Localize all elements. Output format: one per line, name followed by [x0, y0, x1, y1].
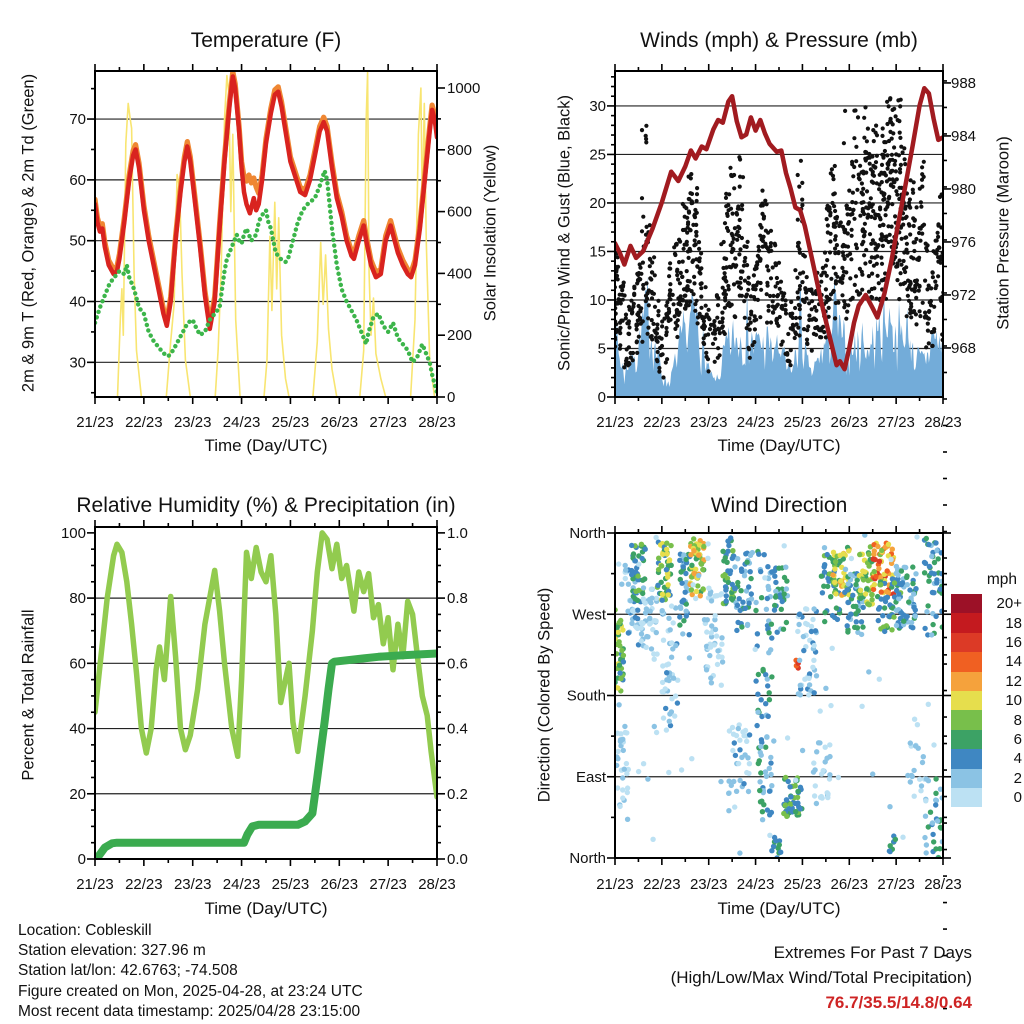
svg-text:0.2: 0.2	[447, 785, 468, 803]
svg-text:27/23: 27/23	[877, 876, 915, 893]
svg-text:30: 30	[589, 97, 606, 115]
series-total-rainfall	[95, 654, 437, 860]
svg-text:21/23: 21/23	[76, 876, 114, 893]
legend-swatch	[951, 769, 982, 788]
y-axis-title-percent: Percent & Total Rainfall	[19, 609, 38, 781]
svg-text:23/23: 23/23	[689, 876, 728, 893]
svg-text:980: 980	[951, 180, 977, 198]
svg-text:West: West	[572, 606, 606, 624]
svg-text:25/23: 25/23	[783, 876, 822, 893]
svg-text:10: 10	[589, 291, 606, 309]
svg-text:30: 30	[69, 354, 86, 372]
chart-wind-direction	[567, 525, 962, 893]
legend-label: 10	[1005, 692, 1022, 710]
y-axis-title-pressure: Station Pressure (Maroon)	[994, 136, 1013, 330]
svg-text:25/23: 25/23	[783, 414, 822, 431]
svg-text:23/23: 23/23	[173, 876, 212, 893]
svg-text:22/23: 22/23	[643, 414, 681, 431]
svg-text:East: East	[575, 768, 606, 786]
legend-label: 16	[1005, 633, 1022, 651]
legend-entry-20plus	[951, 594, 1023, 613]
y-axis-title-direction: Direction (Colored By Speed)	[535, 587, 554, 803]
series-9m-temperature	[95, 72, 437, 324]
y-axis-title-temperature: 2m & 9m T (Red, Orange) & 2m Td (Green)	[19, 73, 38, 393]
chart-title-wind-direction: Wind Direction	[710, 494, 848, 517]
legend-entry-6	[951, 730, 1023, 749]
legend-swatch	[951, 594, 982, 613]
svg-text:200: 200	[447, 327, 473, 345]
svg-text:400: 400	[447, 265, 473, 283]
chart-title-humidity-precip: Relative Humidity (%) & Precipitation (in)	[76, 494, 456, 517]
legend-label: 20+	[996, 595, 1022, 613]
legend-swatch	[951, 691, 982, 710]
x-axis-title-humidity: Time (Day/UTC)	[204, 899, 328, 918]
svg-text:50: 50	[69, 232, 86, 250]
legend-label: 18	[1005, 614, 1022, 632]
station-location: Location: Cobleskill	[18, 922, 152, 939]
svg-text:800: 800	[447, 141, 473, 159]
figure-created: Figure created on Mon, 2025-04-28, at 23:24 UTC	[18, 982, 363, 1000]
chart-winds-pressure-data	[613, 88, 948, 397]
svg-text:1000: 1000	[447, 79, 481, 97]
x-axis-title-winds-pressure: Time (Day/UTC)	[717, 436, 841, 455]
svg-text:20: 20	[69, 785, 86, 803]
svg-text:21/23: 21/23	[596, 876, 634, 893]
legend-label: 6	[1013, 730, 1022, 748]
svg-text:22/23: 22/23	[643, 876, 681, 893]
svg-text:24/23: 24/23	[736, 876, 775, 893]
svg-text:21/23: 21/23	[596, 414, 634, 431]
series-2m-temperature	[95, 77, 437, 329]
svg-text:26/23: 26/23	[320, 876, 359, 893]
station-latlon: Station lat/lon: 42.6763; -74.508	[18, 962, 238, 980]
legend-entry-10	[951, 691, 1023, 710]
x-axis-title-temperature: Time (Day/UTC)	[204, 436, 328, 455]
svg-text:40: 40	[69, 720, 86, 738]
svg-text:0.6: 0.6	[447, 655, 468, 673]
svg-text:25: 25	[589, 146, 606, 164]
svg-text:28/23: 28/23	[924, 876, 962, 893]
chart-humidity-precip	[61, 520, 468, 893]
chart-humidity-precip-data	[95, 533, 437, 859]
legend-entry-12	[951, 672, 1023, 691]
svg-text:28/23: 28/23	[418, 876, 456, 893]
legend-label: 8	[1013, 711, 1022, 729]
svg-text:0: 0	[597, 389, 606, 406]
svg-text:976: 976	[951, 233, 977, 251]
chart-wind-direction-data	[612, 532, 945, 860]
legend-entry-14	[951, 652, 1023, 671]
svg-text:24/23: 24/23	[222, 876, 261, 893]
svg-text:22/23: 22/23	[125, 876, 163, 893]
svg-text:25/23: 25/23	[271, 876, 310, 893]
svg-text:600: 600	[447, 203, 473, 221]
extremes-summary	[671, 940, 972, 1015]
extremes-values: 76.7/35.5/14.8/0.64	[825, 993, 972, 1012]
svg-text:984: 984	[951, 127, 977, 145]
svg-text:0.0: 0.0	[447, 851, 468, 868]
wind-speed-legend	[951, 594, 1023, 807]
svg-text:27/23: 27/23	[877, 414, 915, 431]
legend-swatch	[951, 710, 982, 729]
svg-text:968: 968	[951, 339, 977, 357]
svg-text:26/23: 26/23	[830, 876, 869, 893]
legend-swatch	[951, 652, 982, 671]
chart-title-winds-pressure: Winds (mph) & Pressure (mb)	[640, 29, 918, 52]
legend-label: 14	[1005, 653, 1022, 671]
legend-swatch	[951, 672, 982, 691]
svg-text:North: North	[569, 525, 606, 542]
svg-text:27/23: 27/23	[369, 876, 407, 893]
extremes-subtitle: (High/Low/Max Wind/Total Precipitation)	[670, 968, 972, 987]
legend-swatch	[951, 613, 982, 632]
svg-text:988: 988	[951, 74, 977, 92]
svg-text:North: North	[569, 850, 606, 867]
legend-entry-2	[951, 769, 1023, 788]
svg-text:28/23: 28/23	[418, 414, 456, 431]
legend-entry-16	[951, 633, 1023, 652]
legend-label: 2	[1013, 769, 1022, 787]
svg-text:22/23: 22/23	[125, 414, 163, 431]
wind-speed-legend-title: mph	[986, 571, 1017, 588]
series-relative-humidity	[95, 533, 437, 797]
chart-temperature-data	[95, 72, 437, 397]
svg-text:26/23: 26/23	[830, 414, 869, 431]
svg-text:24/23: 24/23	[736, 414, 775, 431]
station-elevation: Station elevation: 327.96 m	[18, 942, 206, 960]
svg-text:60: 60	[69, 655, 86, 673]
svg-text:25/23: 25/23	[271, 414, 310, 431]
svg-text:0: 0	[447, 389, 456, 406]
svg-text:80: 80	[69, 590, 86, 608]
svg-text:24/23: 24/23	[222, 414, 261, 431]
svg-text:23/23: 23/23	[173, 414, 212, 431]
svg-text:5: 5	[597, 340, 606, 358]
svg-text:100: 100	[60, 524, 86, 542]
extremes-title: Extremes For Past 7 Days	[773, 943, 972, 962]
y-axis-title-wind: Sonic/Prop Wind & Gust (Blue, Black)	[555, 94, 574, 372]
chart-title-temperature: Temperature (F)	[190, 29, 342, 52]
svg-text:0: 0	[77, 851, 86, 868]
legend-entry-0	[951, 788, 1023, 807]
data-timestamp: Most recent data timestamp: 2025/04/28 23:15:00	[18, 1002, 361, 1020]
svg-text:0.8: 0.8	[447, 590, 468, 608]
svg-text:0.4: 0.4	[447, 720, 468, 738]
legend-entry-4	[951, 749, 1023, 768]
x-axis-title-wind-direction: Time (Day/UTC)	[717, 899, 841, 918]
svg-text:40: 40	[69, 293, 86, 311]
svg-text:60: 60	[69, 171, 86, 189]
legend-label: 12	[1005, 672, 1022, 690]
svg-text:15: 15	[589, 243, 606, 261]
svg-text:972: 972	[951, 286, 977, 304]
svg-text:21/23: 21/23	[76, 414, 114, 431]
chart-temperature	[69, 64, 480, 431]
legend-label: 4	[1013, 750, 1022, 768]
svg-text:20: 20	[589, 194, 606, 212]
legend-swatch	[951, 788, 982, 807]
legend-swatch	[951, 749, 982, 768]
legend-entry-8	[951, 710, 1023, 729]
svg-text:28/23: 28/23	[924, 414, 962, 431]
station-info	[18, 921, 363, 1022]
legend-label: 0	[1013, 789, 1022, 807]
svg-text:South: South	[566, 687, 606, 705]
legend-swatch	[951, 730, 982, 749]
svg-text:23/23: 23/23	[689, 414, 728, 431]
svg-text:27/23: 27/23	[369, 414, 407, 431]
svg-text:70: 70	[69, 111, 86, 129]
svg-text:1.0: 1.0	[447, 524, 468, 542]
svg-text:26/23: 26/23	[320, 414, 359, 431]
legend-swatch	[951, 633, 982, 652]
y-axis-title-solar: Solar Insolation (Yellow)	[481, 144, 500, 322]
legend-entry-18	[951, 613, 1023, 632]
